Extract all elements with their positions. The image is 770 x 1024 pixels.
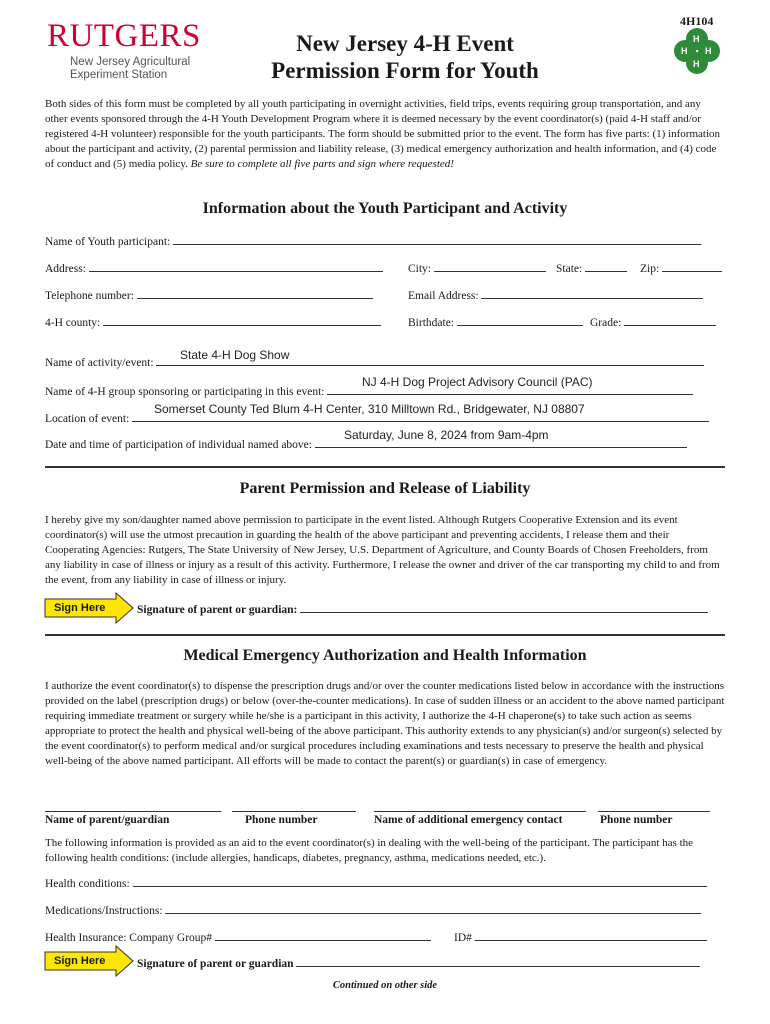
liability-paragraph: I hereby give my son/daughter named above permission to participate in the event listed. Although Rutgers Cooperative Extension and its event coordinator(s) will use the utmost precaution in guarding the health of the above participant and preventing accidents, I release them and their Cooperating Agencies: Rutgers, The State University of New Jersey, U.S. Department of Agriculture, and County Boards of Chosen Freeholders, from any liability in case of illness or injury as a result of this activity. Furthermore, I release the owner and driver of the car transporting my child to and from the event, from any liability in case of illness or injury.: [45, 514, 720, 587]
sign-here-label: Sign Here: [54, 955, 106, 967]
birthdate-row: [408, 314, 583, 329]
section-heading-participant: Information about the Youth Participant and Activity: [202, 200, 568, 217]
city-field[interactable]: [434, 260, 546, 272]
additional-contact-field[interactable]: [374, 800, 586, 812]
medications-row: [45, 902, 701, 917]
birthdate-label: Birthdate:: [408, 317, 454, 329]
rutgers-logo: RUTGERS: [47, 18, 201, 54]
svg-text:H: H: [693, 59, 700, 69]
activity-row: [45, 354, 704, 369]
liability-signature-row: [137, 601, 708, 616]
county-row: [45, 314, 381, 329]
parent-phone-label: Phone number: [245, 814, 318, 826]
zip-row: [640, 260, 722, 275]
medical-signature-row: [137, 955, 700, 970]
activity-value: State 4-H Dog Show: [180, 348, 290, 362]
county-label: 4-H county:: [45, 317, 101, 329]
section-divider: [45, 634, 725, 636]
section-heading-liability: Parent Permission and Release of Liability: [239, 480, 531, 497]
grade-field[interactable]: [624, 314, 716, 326]
medications-label: Medications/Instructions:: [45, 905, 163, 917]
intro-paragraph: [45, 97, 725, 172]
health-conditions-field[interactable]: [133, 875, 707, 887]
address-label: Address:: [45, 263, 86, 275]
city-row: [408, 260, 546, 275]
insurance-id-row: [454, 929, 707, 944]
medical-signature-label: Signature of parent or guardian: [137, 958, 294, 970]
birthdate-field[interactable]: [457, 314, 583, 326]
4-h-clover-icon: [672, 26, 722, 76]
intro-emphasis: Be sure to complete all five parts and sign where requested!: [190, 157, 454, 170]
form-title: [200, 30, 610, 84]
grade-label: Grade:: [590, 317, 622, 329]
svg-text:H: H: [681, 46, 688, 56]
svg-text:H: H: [705, 46, 712, 56]
health-intro-paragraph: The following information is provided as an aid to the event coordinator(s) in dealing with the well-being of the participant. The participant has the following health conditions: (include allergies, handicaps, diabetes, pregnancy, asthma, medications needed, etc.).: [45, 837, 694, 865]
liability-signature-field[interactable]: [300, 601, 708, 613]
group-value: NJ 4-H Dog Project Advisory Council (PAC): [362, 375, 593, 389]
health-conditions-label: Health conditions:: [45, 878, 130, 890]
liability-signature-label: Signature of parent or guardian:: [137, 604, 298, 616]
address-row: [45, 260, 383, 275]
address-field[interactable]: [89, 260, 383, 272]
telephone-field[interactable]: [137, 287, 373, 299]
insurance-row: [45, 929, 431, 944]
medical-signature-field[interactable]: [296, 955, 700, 967]
parent-phone-field[interactable]: [232, 800, 356, 812]
logo-subtitle-line2: Experiment Station: [70, 69, 168, 81]
city-label: City:: [408, 263, 432, 275]
county-field[interactable]: [103, 314, 381, 326]
zip-label: Zip:: [640, 263, 660, 275]
datetime-label: Date and time of participation of individual named above:: [45, 439, 312, 451]
additional-contact-label: Name of additional emergency contact: [374, 814, 563, 826]
group-label: Name of 4-H group sponsoring or participating in this event:: [45, 386, 325, 398]
section-divider: [45, 466, 725, 468]
insurance-id-label: ID#: [454, 932, 472, 944]
zip-field[interactable]: [662, 260, 722, 272]
participant-name-field[interactable]: [173, 233, 701, 245]
logo-subtitle: [70, 56, 190, 82]
state-field[interactable]: [585, 260, 627, 272]
health-conditions-row: [45, 875, 707, 890]
activity-label: Name of activity/event:: [45, 357, 154, 369]
section-heading-medical: Medical Emergency Authorization and Health Information: [183, 647, 587, 664]
email-field[interactable]: [481, 287, 703, 299]
insurance-id-field[interactable]: [475, 929, 707, 941]
svg-text:H: H: [693, 34, 700, 44]
state-label: State:: [556, 263, 583, 275]
datetime-value: Saturday, June 8, 2024 from 9am-4pm: [344, 428, 549, 442]
insurance-group-field[interactable]: [215, 929, 431, 941]
additional-phone-label: Phone number: [600, 814, 673, 826]
intro-text: Both sides of this form must be completed by all youth participating in overnight activities, field trips, events requiring group transportation, and any other events sponsored through the 4-H Youth Development Program where it is deemed necessary by the event coordinator(s) (paid 4-H staff and/or registered 4-H volunteer) responsible for the youth participants. The form should be submitted prior to the event. The form has five parts: (1) information about the participant and activity, (2) parental permission and liability release, (3) medical emergency authorization and health information, and (4) code of conduct and (5) media policy.: [45, 98, 721, 170]
parent-name-field[interactable]: [45, 800, 221, 812]
additional-phone-field[interactable]: [598, 800, 710, 812]
insurance-label: Health Insurance: Company Group#: [45, 932, 213, 944]
grade-row: [590, 314, 716, 329]
location-label: Location of event:: [45, 413, 130, 425]
title-line2: Permission Form for Youth: [271, 58, 539, 83]
email-label: Email Address:: [408, 290, 479, 302]
participant-name-row: [45, 233, 701, 248]
parent-name-label: Name of parent/guardian: [45, 814, 170, 826]
participant-name-label: Name of Youth participant:: [45, 236, 171, 248]
telephone-label: Telephone number:: [45, 290, 134, 302]
medical-paragraph: I authorize the event coordinator(s) to dispense the prescription drugs and/or over the counter medications listed below in accordance with the instructions provided on the label (prescription drugs) or below (over-the-counter medications). In case of sudden illness or an accident to the above named participant requiring immediate treatment or surgery while he/she is a participant in this activity, I authorize the 4-H chaperone(s) to take such action as seems appropriate to protect the health and physical well-being of the above participant. This authority extends to any physician(s) and/or surgeon(s) selected by the event coordinator(s) to perform medical and/or surgical procedures including examinations and tests necessary to preserve the health and physical well-being of the above named participant. All efforts will be made to contact the parent(s) or guardian(s) in case of emergency.: [45, 680, 725, 768]
state-row: [556, 260, 627, 275]
form-id: 4H104: [680, 14, 714, 28]
location-value: Somerset County Ted Blum 4-H Center, 310 Milltown Rd., Bridgewater, NJ 08807: [154, 402, 585, 416]
medications-field[interactable]: [165, 902, 701, 914]
continued-note: Continued on other side: [332, 980, 438, 991]
title-line1: New Jersey 4-H Event: [296, 31, 514, 56]
logo-subtitle-line1: New Jersey Agricultural: [70, 56, 191, 68]
sign-here-label: Sign Here: [54, 602, 106, 614]
telephone-row: [45, 287, 373, 302]
email-row: [408, 287, 703, 302]
